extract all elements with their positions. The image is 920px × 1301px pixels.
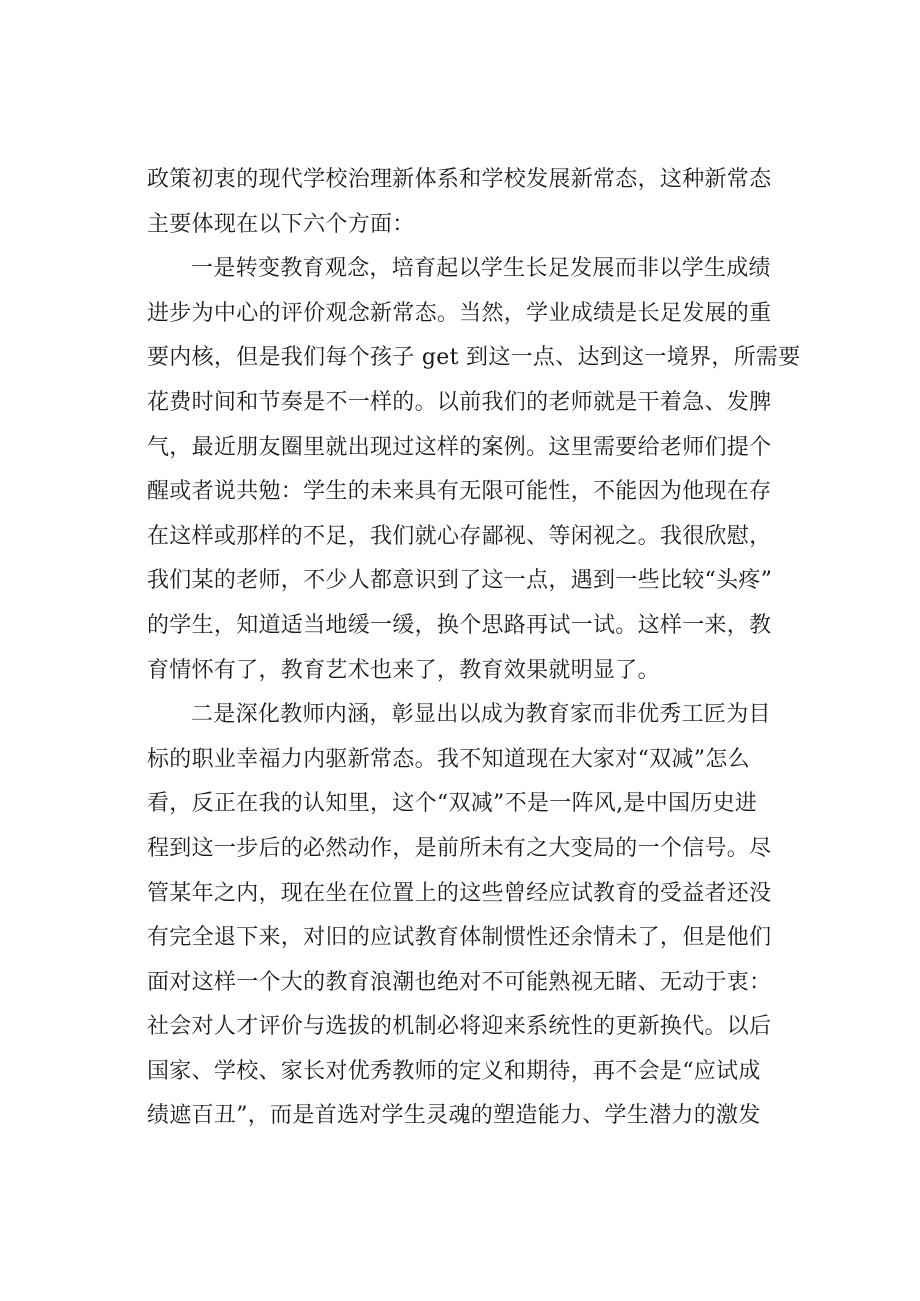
text-line: 醒或者说共勉：学生的未来具有无限可能性，不能因为他现在存 <box>147 479 772 505</box>
text-line: 有完全退下来，对旧的应试教育体制惯性还余情未了，但是他们 <box>147 925 772 951</box>
text-line: 面对这样一个大的教育浪潮也绝对不可能熟视无睹、无动于衷： <box>147 969 772 995</box>
paragraph-start-line: 一是转变教育观念，培育起以学生长足发展而非以学生成绩 <box>191 256 771 282</box>
text-line: 进步为中心的评价观念新常态。当然，学业成绩是长足发展的重 <box>147 300 772 326</box>
text-line: 看，反正在我的认知里，这个“双减”不是一阵风,是中国历史进 <box>147 791 758 817</box>
text-line: 要内核，但是我们每个孩子 get 到这一点、达到这一境界，所需要 <box>147 345 801 371</box>
text-line: 育情怀有了，教育艺术也来了，教育效果就明显了。 <box>147 657 660 683</box>
text-line: 程到这一步后的必然动作，是前所未有之大变局的一个信号。尽 <box>147 835 772 861</box>
text-line: 政策初衷的现代学校治理新体系和学校发展新常态，这种新常态 <box>147 167 772 192</box>
text-line: 社会对人才评价与选拔的机制必将迎来系统性的更新换代。以后 <box>147 1014 772 1040</box>
text-line: 我们某的老师，不少人都意识到了这一点，遇到一些比较“头疼” <box>147 568 773 594</box>
text-line: 气，最近朋友圈里就出现过这样的案例。这里需要给老师们提个 <box>147 434 772 460</box>
text-line: 国家、学校、家长对优秀教师的定义和期待，再不会是“应试成 <box>147 1058 761 1084</box>
text-line: 的学生，知道适当地缓一缓，换个思路再试一试。这样一来，教 <box>147 612 772 638</box>
paragraph-start-line: 二是深化教师内涵，彰显出以成为教育家而非优秀工匠为目 <box>191 702 771 728</box>
text-line: 管某年之内，现在坐在位置上的这些曾经应试教育的受益者还没 <box>147 880 772 906</box>
text-line: 主要体现在以下六个方面： <box>147 211 415 237</box>
text-line: 标的职业幸福力内驱新常态。我不知道现在大家对“双减”怎么 <box>147 746 750 772</box>
text-line: 绩遮百丑”，而是首选对学生灵魂的塑造能力、学生潜力的激发 <box>147 1103 761 1129</box>
text-line: 在这样或那样的不足，我们就心存鄙视、等闲视之。我很欣慰， <box>147 523 772 549</box>
body-text <box>147 158 807 1139</box>
text-line: 花费时间和节奏是不一样的。以前我们的老师就是干着急、发脾 <box>147 389 772 415</box>
